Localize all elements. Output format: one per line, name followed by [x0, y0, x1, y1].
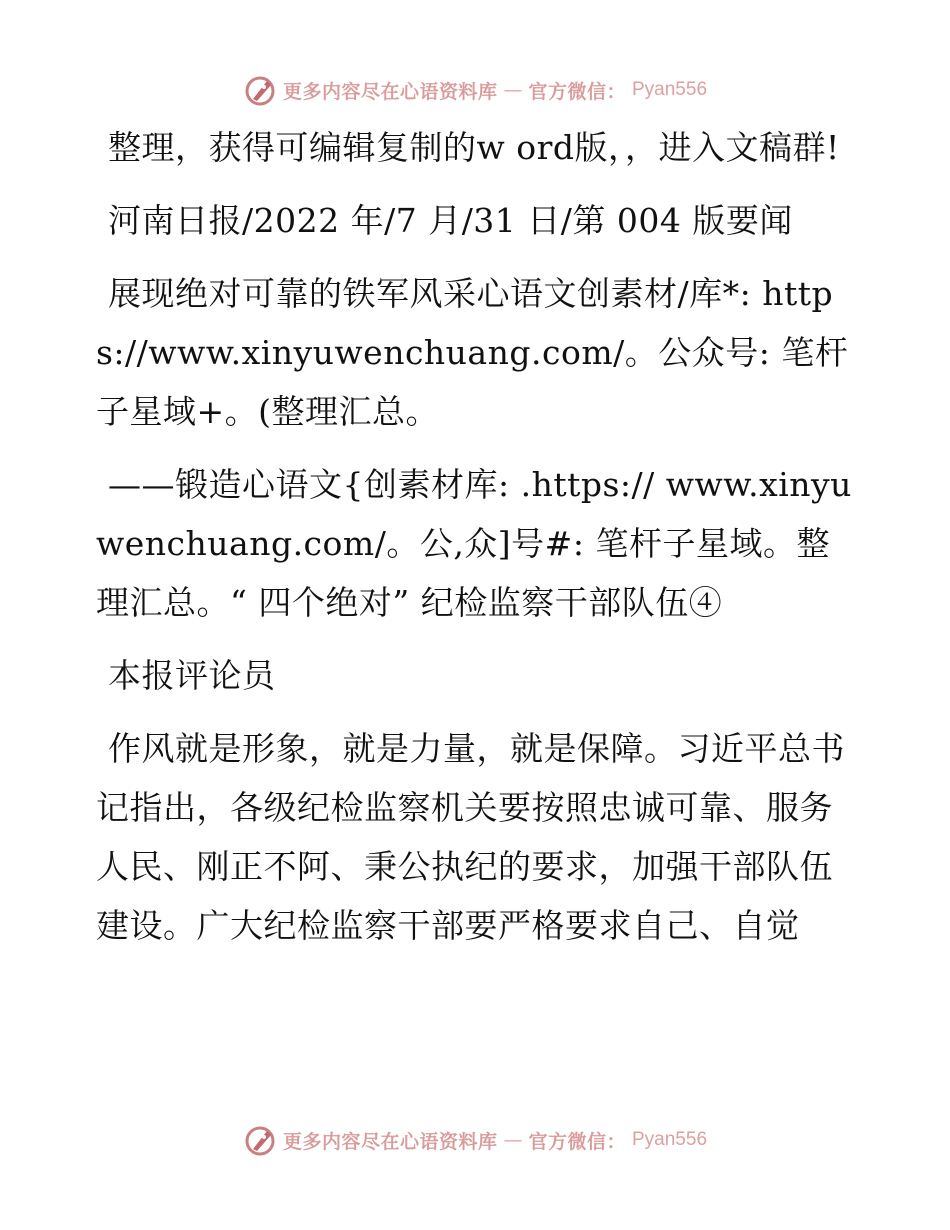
pen-nib-circle-icon	[243, 73, 277, 107]
watermark-footer	[0, 1120, 950, 1160]
watermark-official: 官方微信：	[528, 80, 626, 103]
paragraph-body: 作风就是形象，就是力量，就是保障。习近平总书记指出，各级纪检监察机关要按照忠诚可靠、服务人民、刚正不阿、秉公执纪的要求，加强干部队伍建设。广大纪检监察干部要严格要求自己、自觉	[96, 729, 845, 945]
watermark-handle: Pyan556	[632, 1129, 708, 1150]
paragraph-subheadline: ——锻造心语文{创素材库: .https:// www.xinyuwenchuang.com/。公,众]号#: 笔杆子星域。整理汇总。“ 四个绝对” 纪检监察干部队伍④	[96, 465, 852, 622]
watermark-header	[0, 70, 950, 110]
watermark-separator: —	[503, 79, 523, 101]
paragraph-byline: 本报评论员	[108, 656, 276, 695]
watermark-text: 更多内容尽在心语资料库	[282, 1130, 498, 1153]
paragraph-source: 河南日报/2022 年/7 月/31 日/第 004 版要闻	[108, 201, 793, 240]
watermark-official: 官方微信：	[528, 1130, 626, 1153]
watermark-text: 更多内容尽在心语资料库	[282, 80, 498, 103]
watermark-separator: —	[503, 1129, 523, 1151]
pen-nib-circle-icon	[243, 1123, 277, 1157]
watermark-handle: Pyan556	[632, 79, 708, 100]
paragraph-intro: 整理，获得可编辑复制的w ord版，，进入文稿群!	[108, 128, 840, 167]
document-body	[96, 118, 854, 969]
paragraph-headline: 展现绝对可靠的铁军风采心语文创素材/库*: https://www.xinyuwenchuang.com/。公众号: 笔杆子星域+。(整理汇总。	[96, 274, 849, 431]
